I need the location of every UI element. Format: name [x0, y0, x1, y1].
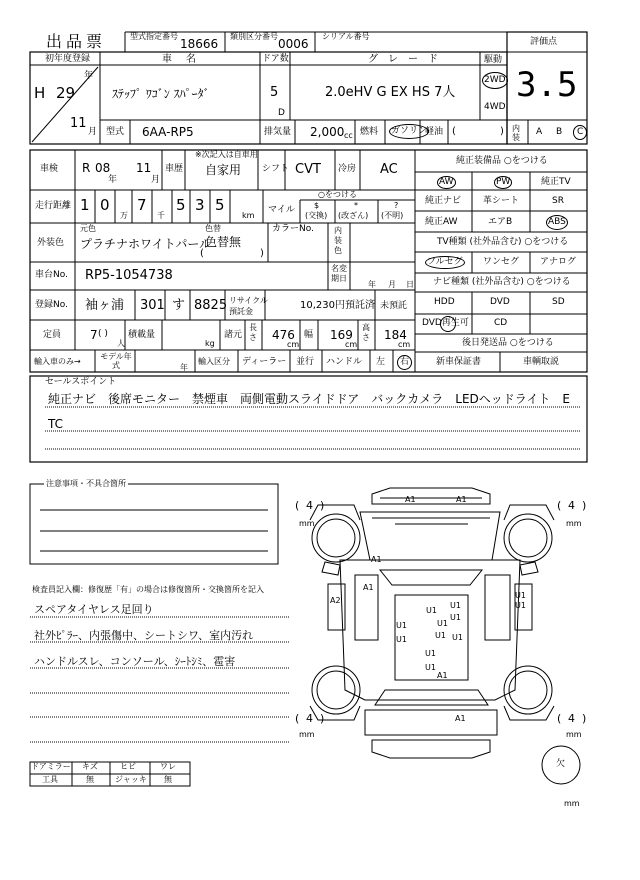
import-label: 輸入車のみ→ [34, 357, 81, 366]
docs-title: 後日発送品 ○をつける [462, 338, 554, 348]
damage-mark: U1 [425, 649, 436, 658]
fuel-gasoline-option[interactable]: ガソリン [389, 124, 429, 139]
inspection-year: 08 [95, 161, 111, 175]
height-value: 184 [384, 328, 407, 342]
equip-sr-option[interactable]: SR [552, 196, 564, 206]
tv-fullseg-option[interactable]: フルセグ [427, 257, 463, 267]
interior-a-option[interactable]: A [536, 127, 543, 137]
meter-opt2-symbol: * [354, 201, 358, 210]
meter-circle-note: ○をつける [318, 190, 357, 199]
equip-pw-option[interactable]: PW [496, 177, 511, 187]
damage-mark: A1 [437, 671, 448, 680]
damage-mark: U1 [396, 621, 407, 630]
capacity-paren: ( ) [98, 329, 108, 339]
tire-fr-unit: mm [566, 519, 582, 528]
score-label: 評価点 [530, 37, 558, 47]
tire-rl-value: 4 [306, 712, 313, 725]
plate-label: 登録No. [35, 300, 68, 310]
load-label: 積載量 [128, 330, 156, 340]
inspector-label: 検査員記入欄：修復歴「有」の場合は修復箇所・交換箇所を記入 [32, 585, 264, 594]
inspector-line-1: スペアタイヤレス足回り [34, 603, 154, 616]
sales-line-2: TC [48, 417, 64, 431]
equip-navi-option[interactable]: 純正ナビ [425, 196, 462, 206]
shift-label: シフト [262, 164, 290, 174]
damage-mark: U1 [515, 601, 526, 610]
inspection-month-unit: 月 [151, 175, 161, 185]
damage-mark: U1 [450, 601, 461, 610]
plate-area: 袖ヶ浦 [85, 298, 125, 313]
nav-dvd-play-option[interactable]: DVD再生可 [422, 318, 469, 328]
height-label: 高さ [362, 323, 370, 342]
docs-manual-option[interactable]: 車輌取説 [523, 357, 560, 367]
meter-exchange-option[interactable]: (交換) [305, 211, 328, 220]
damage-mark: U1 [396, 635, 407, 644]
plate-number: 8825 [194, 298, 228, 313]
nav-dvd-option[interactable]: DVD [490, 297, 510, 307]
parts-tools-value: 無 [86, 775, 94, 784]
equip-title: 純正装備品 ○をつける [456, 156, 548, 166]
displacement-value: 2,000 [310, 125, 345, 139]
doors-type: D [278, 108, 285, 118]
usage-label: 車歴 [165, 164, 184, 174]
first-reg-year: 29 [56, 84, 76, 102]
nav-sd-option[interactable]: SD [552, 297, 565, 307]
dims-label: 諸元 [224, 330, 243, 340]
width-label: 幅 [304, 330, 314, 340]
damage-mark: U1 [515, 591, 526, 600]
color-paren-open: ( [200, 248, 204, 259]
capacity-unit: 人 [117, 339, 125, 348]
type-no-label: 型式指定番号 [130, 32, 178, 41]
car-name-value: ｽﾃｯﾌﾟ ﾜｺﾞﾝ ｽﾊﾟｰﾀﾞ [112, 87, 210, 101]
interior-label: 内装 [512, 124, 520, 142]
mileage-label: 走行距離 [35, 201, 72, 211]
model-year-unit: 年 [180, 363, 188, 372]
tire-rr-close: ) [582, 712, 587, 725]
mileage-unit-man: 万 [120, 211, 128, 220]
nav-hdd-option[interactable]: HDD [434, 297, 455, 307]
tire-rr-open: ( [557, 712, 562, 725]
length-unit: cm [287, 340, 300, 349]
capacity-value: 7 [90, 328, 98, 342]
doors-value: 5 [270, 85, 279, 100]
parts-header-mirror: ドアミラー [31, 762, 71, 771]
color-label: 外装色 [37, 238, 65, 248]
drive-label: 駆動 [484, 55, 503, 65]
color-paren-close: ) [260, 248, 264, 259]
import-dealer-option[interactable]: ディーラー [242, 357, 287, 367]
tv-oneseg-option[interactable]: ワンセグ [483, 257, 520, 267]
parts-jack-label: ジャッキ [115, 775, 147, 784]
recycle-label: リサイクル預託金 [229, 296, 268, 316]
meter-opt3-symbol: ? [394, 201, 399, 210]
parts-header-break: ワレ [160, 762, 176, 771]
first-reg-era: H [34, 84, 46, 102]
mileage-digit-4: 5 [176, 196, 186, 214]
height-unit: cm [398, 340, 411, 349]
usage-note: ※次記入は自車用 [195, 150, 258, 159]
chassis-value: RP5-1054738 [85, 268, 173, 283]
capacity-label: 定員 [43, 330, 62, 340]
parts-tools-label: 工具 [42, 775, 58, 784]
meter-opt1-symbol: $ [314, 201, 320, 210]
fuel-label: 燃料 [360, 127, 379, 137]
interior-c-option[interactable]: C [573, 125, 587, 140]
displacement-label: 排気量 [264, 127, 292, 137]
meter-label: マイル [268, 205, 295, 215]
plate-kana: す [172, 298, 186, 313]
class-no-label: 類別区分番号 [230, 32, 278, 41]
parts-header-scratch: キズ [82, 762, 98, 771]
nav-cd-option[interactable]: CD [494, 318, 508, 328]
mileage-digit-6: 5 [215, 196, 225, 214]
color-change-label: 色替 [205, 224, 221, 233]
damage-mark: A2 [330, 596, 341, 605]
first-reg-month-unit: 月 [88, 127, 98, 137]
sales-label: セールスポイント [45, 377, 117, 387]
damage-mark: A1 [455, 714, 466, 723]
form-title: 出品票 [46, 32, 107, 51]
tire-rl-open: ( [295, 712, 300, 725]
inspector-line-3: ハンドルスレ、コンソール、ｼｰﾄｼﾐ、雹害 [34, 655, 236, 668]
doors-label: ドア数 [262, 54, 289, 64]
fuel-diesel-option[interactable]: 軽油 [425, 127, 444, 137]
tire-fl-open: ( [295, 499, 300, 512]
tire-rr-unit: mm [566, 730, 582, 739]
tv-analog-option[interactable]: アナログ [540, 257, 577, 267]
type-no-value: 18666 [180, 37, 219, 51]
cooling-value: AC [380, 162, 398, 177]
parts-jack-value: 無 [164, 775, 172, 784]
spare-unit: mm [564, 799, 580, 808]
equip-leather-option[interactable]: 革シート [483, 196, 520, 206]
mileage-digit-2: 0 [100, 196, 110, 214]
tire-rl-unit: mm [299, 730, 315, 739]
title-change-day: 日 [406, 280, 414, 289]
parts-header-crack: ヒビ [120, 762, 136, 771]
mileage-unit-sen: 千 [157, 211, 165, 220]
score-value: 3.5 [516, 65, 578, 105]
import-parallel-option[interactable]: 並行 [296, 357, 315, 367]
title-change-month: 月 [388, 280, 396, 289]
load-unit: kg [205, 339, 215, 348]
drive-2wd-option[interactable]: 2WD [482, 72, 508, 89]
import-class-label: 輸入区分 [198, 357, 230, 366]
model-label: 型式 [106, 127, 125, 137]
length-value: 476 [272, 328, 295, 342]
first-reg-year-unit: 年 [84, 71, 94, 81]
mileage-digit-3: 7 [137, 196, 147, 214]
width-value: 169 [330, 328, 353, 342]
handle-left-option[interactable]: 左 [376, 357, 386, 367]
spare-missing-label: 欠 [556, 759, 566, 769]
cooling-label: 冷房 [338, 164, 357, 174]
damage-mark: U1 [450, 613, 461, 622]
int-color-label: 内装色 [334, 226, 342, 255]
color-change-value: 色替無 [205, 235, 242, 249]
equip-tv-option[interactable]: 純正TV [541, 177, 571, 187]
chassis-label: 車台No. [35, 270, 68, 280]
interior-b-option[interactable]: B [556, 127, 563, 137]
tire-rl-close: ) [320, 712, 325, 725]
class-no-value: 0006 [278, 37, 309, 51]
nav-dvd-play-mark [440, 316, 456, 332]
equip-aw-option[interactable]: AW [439, 177, 454, 187]
car-name-label: 車名 [162, 54, 210, 65]
first-reg-label: 初年度登録 [45, 54, 91, 64]
damage-mark: U1 [437, 619, 448, 628]
title-change-year: 年 [368, 280, 376, 289]
tire-fr-close: ) [582, 499, 587, 512]
mileage-digit-1: 1 [80, 196, 90, 214]
plate-class: 301 [140, 298, 165, 313]
inspector-line-2: 社外ﾋﾟﾗｰ、内張傷中、シートシワ、室内汚れ [34, 629, 254, 642]
damage-mark: U1 [435, 631, 446, 640]
tire-fr-value: 4 [568, 499, 575, 512]
notes-label: 注意事項・不具合箇所 [46, 479, 126, 488]
tire-fr-open: ( [557, 499, 562, 512]
tire-fl-close: ) [320, 499, 325, 512]
color-orig-label: 元色 [80, 224, 96, 233]
equip-airbag-option[interactable]: エアB [488, 217, 513, 227]
length-label: 長さ [249, 323, 257, 342]
model-year-label: モデル年式 [100, 352, 132, 370]
inspection-month: 11 [136, 161, 152, 175]
handle-right-option[interactable]: 右 [397, 355, 412, 370]
tire-fl-unit: mm [299, 519, 315, 528]
mileage-digit-5: 3 [195, 196, 205, 214]
inspection-label: 車検 [40, 164, 59, 174]
damage-mark: A1 [405, 495, 416, 504]
meter-unknown-option[interactable]: (不明) [381, 211, 404, 220]
inspection-era: R [82, 161, 91, 175]
usage-value: 自家用 [205, 163, 242, 177]
color-value: プラチナホワイトパール [80, 237, 212, 251]
damage-mark: A1 [363, 583, 374, 592]
drive-4wd-option[interactable]: 4WD [484, 102, 506, 112]
first-reg-month: 11 [70, 116, 87, 131]
equip-abs-option[interactable]: ABS [546, 215, 568, 230]
color-no-label: カラーNo. [272, 224, 314, 234]
damage-mark: A1 [456, 495, 467, 504]
mileage-unit-km: km [242, 211, 255, 220]
grade-label: グレード [368, 54, 448, 65]
meter-tampered-option[interactable]: (改ざん) [338, 211, 369, 220]
width-unit: cm [345, 340, 358, 349]
damage-mark: U1 [426, 606, 437, 615]
recycle-unpaid: 未預託 [380, 301, 408, 311]
tv-type-title: TV種類 (社外品含む) ○をつける [437, 237, 569, 247]
recycle-value: 10,230円預託済 [300, 300, 375, 311]
equip-genuine-aw-option[interactable]: 純正AW [425, 217, 458, 227]
title-change-label: 名変期日 [331, 264, 347, 283]
model-value: 6AA-RP5 [142, 125, 194, 139]
displacement-unit: cc [344, 131, 353, 140]
fuel-other-open: ( [452, 126, 456, 137]
serial-label: シリアル番号 [322, 32, 370, 41]
damage-mark: A1 [371, 555, 382, 564]
fuel-other-close: ) [500, 126, 504, 137]
inspection-year-unit: 年 [108, 175, 118, 185]
tire-rr-value: 4 [568, 712, 575, 725]
docs-warranty-option[interactable]: 新車保証書 [436, 357, 482, 367]
damage-mark: U1 [452, 633, 463, 642]
nav-type-title: ナビ種類 (社外品含む) ○をつける [433, 277, 571, 287]
damage-mark: U1 [425, 663, 436, 672]
tire-fl-value: 4 [306, 499, 313, 512]
grade-value: 2.0eHV G EX HS 7人 [325, 85, 456, 100]
sales-line-1: 純正ナビ 後席モニター 禁煙車 両側電動スライドドア バックカメラ LEDヘッドライト E [48, 392, 571, 406]
handle-label: ハンドル [326, 357, 363, 367]
shift-value: CVT [295, 162, 321, 177]
